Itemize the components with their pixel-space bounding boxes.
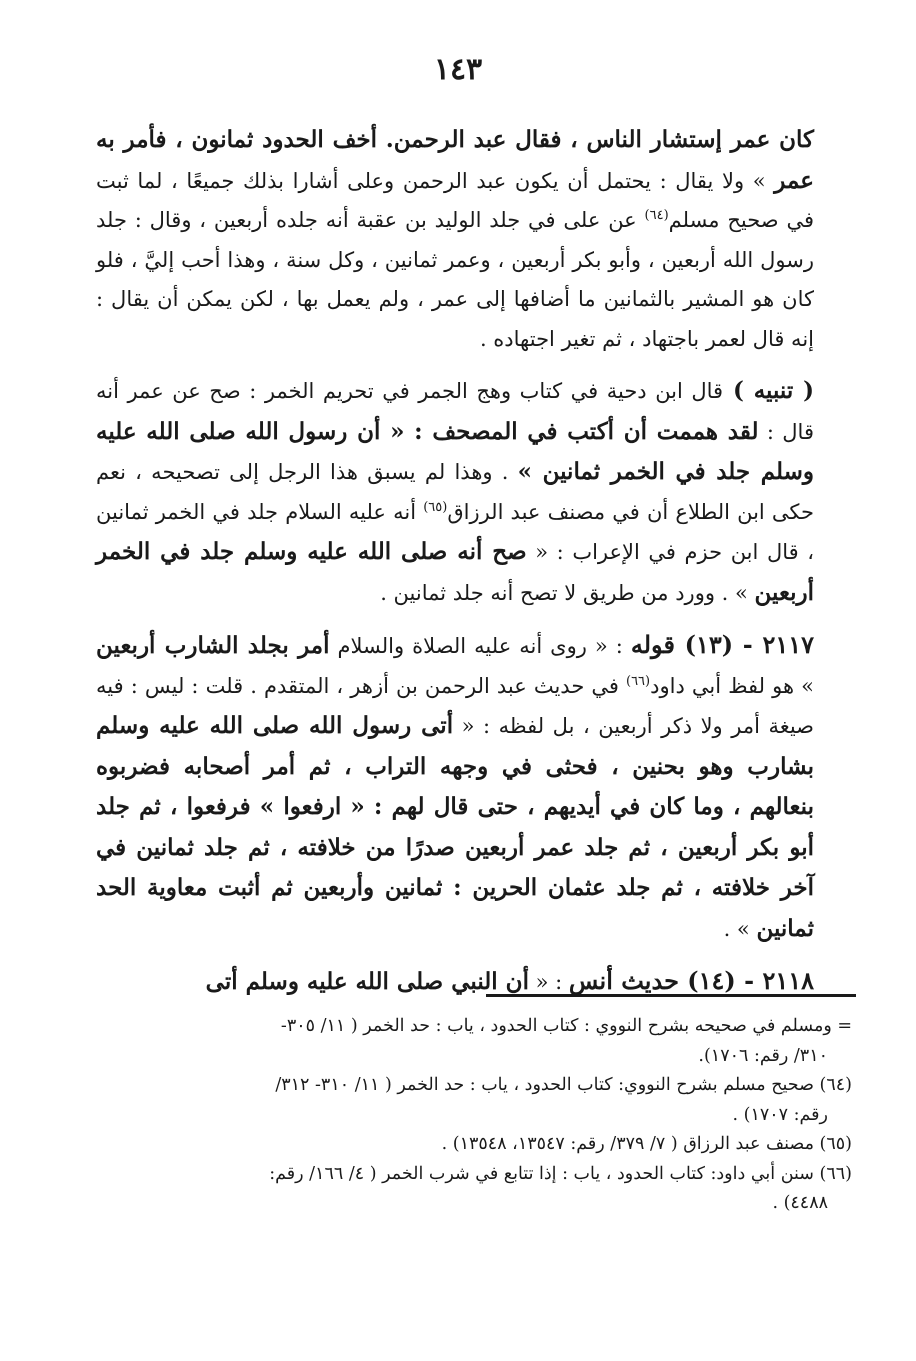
body-text — [96, 120, 814, 1015]
footnote — [96, 1130, 852, 1160]
text-run: قال ابن دحية في كتاب وهج الجمر في تحريم الخمر : صح عن عمر أنه قال : — [96, 379, 814, 444]
footnote — [96, 1012, 852, 1071]
text-run: في حديث عبد الرحمن بن أزهر ، المتقدم . قلت : ليس : فيه صيغة أمر ولا ذكر أربعين ، بل لفظه : « — [96, 673, 815, 738]
text-run: لقد هممت أن أكتب في المصحف : « أن رسول الله صلى الله عليه وسلم جلد في الخمر ثمانين » — [96, 417, 814, 485]
text-run: أمر بجلد الشارب أربعين — [96, 632, 330, 659]
footnote-reference: (٦٦) — [626, 673, 651, 689]
footnote-continuation: ٣١٠/ رقم: ١٧٠٦). — [698, 1045, 828, 1066]
text-run: » هو لفظ أبي داود — [650, 673, 814, 698]
text-run: كان عمر إستشار الناس ، فقال عبد الرحمن. أخف الحدود ثمانون ، فأمر به عمر — [96, 126, 814, 194]
entry-heading: ٢١١٨ - (١٤) حديث أنس — [568, 966, 814, 995]
text-run: » ولا يقال : يحتمل أن يكون عبد الرحمن وعلى أشارا بذلك جميعًا ، لما ثبت في صحيح مسلم — [96, 168, 814, 232]
footnote — [96, 1160, 852, 1219]
text-run: » . وورد من طريق لا تصح أنه جلد ثمانين . — [380, 580, 755, 605]
footnote-separator — [486, 994, 856, 997]
footnote-reference: (٦٤) — [644, 208, 669, 223]
footnote-reference: (٦٥) — [423, 499, 448, 515]
paragraph — [96, 625, 814, 949]
footnote-text: (٦٤) صحيح مسلم بشرح النووي: كتاب الحدود ، ياب : حد الخمر ( ١١/ ٣١٠- ٣١٢/ — [275, 1075, 852, 1095]
text-run: عن على في جلد الوليد بن عقبة أنه جلده أربعين ، وقال : جلد رسول الله أربعين ، وأبو بكر أربعين ، وعمر ثمانين ، وكل سنة ، وهذا أحب إليَّ ، فلو كان هو المشير بالثمانين ما أضافها إلى عمر ، ولم يعمل بها ، لكن يمكن أن يقال : إنه قال لعمر باجتهاد ، ثم تغير اجتهاده . — [96, 208, 814, 351]
footnotes — [96, 1012, 852, 1219]
footnote-continuation: رقم: ١٧٠٧) . — [732, 1104, 828, 1125]
text-run: أنه عليه السلام جلد في الخمر ثمانين ، قال ابن حزم في الإعراب : « — [96, 499, 814, 564]
text-run: صح أنه صلى الله عليه وسلم جلد في الخمر أربعين — [96, 538, 814, 606]
footnote-text: = ومسلم في صحيحه بشرح النووي : كتاب الحدود ، ياب : حد الخمر ( ١١/ ٣٠٥- — [280, 1016, 852, 1036]
footnote — [96, 1071, 852, 1130]
text-run: ( تنبيه ) — [723, 377, 814, 404]
page-number: ١٤٣ — [433, 52, 483, 87]
text-run: أن النبي صلى الله عليه وسلم أتى — [205, 968, 529, 995]
footnote-text: (٦٦) سنن أبي داود: كتاب الحدود ، ياب : إذا تتابع في شرب الخمر ( ٤/ ١٦٦/ رقم: — [269, 1163, 852, 1184]
footnote-text: (٦٥) مصنف عبد الرزاق ( ٧/ ٣٧٩/ رقم: ١٣٥٤٧، ١٣٥٤٨) . — [441, 1134, 852, 1154]
text-run: أتى رسول الله صلى الله عليه وسلم بشارب وهو بحنين ، فحثى في وجهه التراب ، ثم أمر أصحابه فضربوه بنعالهم ، وما كان في أيديهم ، حتى قال لهم : « ارفعوا » فرفعوا ، ثم جلد أبو بكر أربعين ، ثم جلد عمر أربعين صدرًا من خلافته ، ثم جلد ثمانين في آخر خلافته ، ثم جلد عثمان الحرين : ثمانين وأربعين ثم أثبت معاوية الحد ثمانين — [96, 712, 814, 942]
text-run: » . — [723, 916, 757, 941]
paragraph — [96, 120, 814, 359]
text-run: . وهذا لم يسبق هذا الرجل إلى تصحيحه ، نعم حكى ابن الطلاع أن في مصنف عبد الرزاق — [96, 460, 814, 524]
paragraph — [96, 371, 814, 613]
footnote-continuation: ٤٤٨٨) . — [772, 1193, 828, 1213]
text-run: : « روى أنه عليه الصلاة والسلام — [329, 634, 631, 658]
entry-heading: ٢١١٧ - (١٣) قوله — [630, 630, 815, 659]
text-run: : « — [528, 970, 569, 994]
